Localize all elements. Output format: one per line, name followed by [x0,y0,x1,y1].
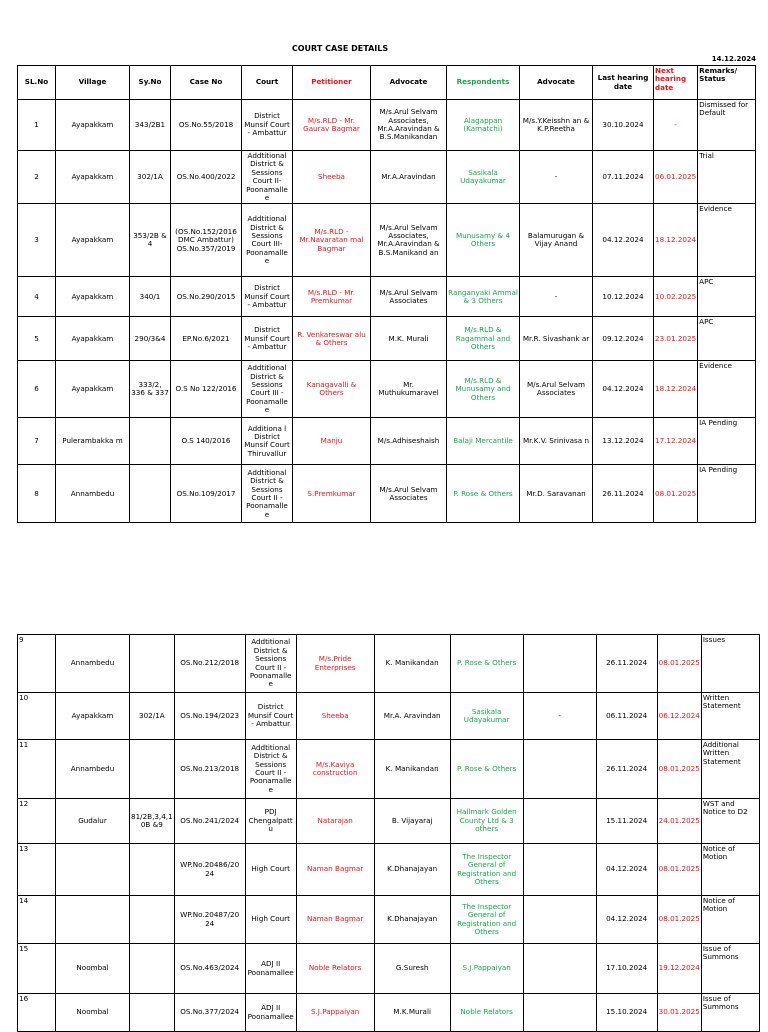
table-row [18,465,756,523]
cell-syno: 340/1 [130,277,171,317]
cell-petitioner: R. Venkareswar alu & Others [293,317,371,361]
cell-next-hearing: 08.01.2025 [654,465,698,523]
cell-last-hearing: 07.11.2024 [593,151,654,204]
cell-sl: 1 [18,100,56,151]
cell-respondents: Ranganyaki Ammal & 3 Others [447,277,520,317]
cell-last-hearing: 15.11.2024 [596,799,657,844]
col-header-court: Court [242,66,293,100]
cell-advocate-2: Mr.R. Sivashank ar [520,317,593,361]
cell-court: Additiona l District Munsif Court Thiruvallur [242,418,293,465]
cell-syno [130,635,175,693]
cell-advocate: Mr.A. Aravindan [374,693,450,740]
cell-respondents: Sasikala Udayakumar [450,693,523,740]
cell-advocate-2: - [520,151,593,204]
table-row [18,844,760,896]
cell-next-hearing: - [654,100,698,151]
cell-last-hearing: 06.11.2024 [596,693,657,740]
cell-village [56,896,130,944]
cell-last-hearing: 30.10.2024 [593,100,654,151]
cell-sl: 15 [18,944,56,994]
cell-next-hearing: 06.01.2025 [654,151,698,204]
cell-respondents: Munusamy & 4 Others [447,204,520,277]
cell-advocate-2 [523,740,596,799]
cell-petitioner: Natarajan [296,799,374,844]
cell-syno: 302/1A [130,151,171,204]
cell-advocate-2: - [523,693,596,740]
cell-syno: 353/2B & 4 [130,204,171,277]
table-row [18,100,756,151]
cell-court: Addtitional District & Sessions Court II-Poonamalle e [242,151,293,204]
col-header-case: Case No [171,66,242,100]
col-header-advocate: Advocate [371,66,447,100]
court-case-table [17,65,756,523]
cell-case-no: OS.No.463/2024 [174,944,245,994]
table-row [18,418,756,465]
cell-petitioner: M/s.RLD - Mr. Premkumar [293,277,371,317]
court-case-table-continued [17,634,760,1032]
cell-case-no: OS.No.213/2018 [174,740,245,799]
cell-advocate-2: Balamurugan & Vijay Anand [520,204,593,277]
table-header-row [18,66,756,100]
table-row [18,693,760,740]
cell-last-hearing: 04.12.2024 [593,204,654,277]
cell-syno [130,465,171,523]
cell-advocate-2 [523,844,596,896]
cell-syno [130,844,175,896]
cell-syno: 333/2, 336 & 337 [130,361,171,418]
cell-remarks: Notice of Motion [701,896,759,944]
cell-case-no: OS.No.377/2024 [174,994,245,1032]
cell-petitioner: Manju [293,418,371,465]
cell-advocate-2: M/s.Arul Selvam Associates [520,361,593,418]
cell-next-hearing: 08.01.2025 [657,740,701,799]
col-header-remarks: Remarks/ Status [698,66,756,100]
cell-advocate: M/s.Arul Selvam Associates, Mr.A.Aravindan & B.S.Manikandan [371,100,447,151]
cell-court: PDJ Chengalpatt u [245,799,296,844]
cell-advocate: K. Manikandan [374,740,450,799]
cell-next-hearing: 18.12.2024 [654,204,698,277]
cell-case-no: OS.No.212/2018 [174,635,245,693]
cell-case-no: OS.No.290/2015 [171,277,242,317]
cell-respondents: Sasikala Udayakumar [447,151,520,204]
cell-respondents: P. Rose & Others [447,465,520,523]
cell-remarks: Issue of Summons [701,994,759,1032]
col-header-advocate-2: Advocate [520,66,593,100]
cell-advocate: G.Suresh [374,944,450,994]
cell-court: Addtitional District & Sessions Court III - Poonamalle e [242,361,293,418]
cell-respondents: S.J.Pappaiyan [450,944,523,994]
cell-syno [130,994,175,1032]
table-row [18,277,756,317]
cell-remarks: Notice of Motion [701,844,759,896]
cell-respondents: The Inspector General of Registration and Others [450,844,523,896]
cell-next-hearing: 10.02.2025 [654,277,698,317]
cell-case-no: OS.No.55/2018 [171,100,242,151]
cell-advocate-2 [523,635,596,693]
cell-petitioner: M/s.Pride Enterprises [296,635,374,693]
cell-petitioner: M/s.Kaviya construction [296,740,374,799]
cell-remarks: WST and Notice to D2 [701,799,759,844]
cell-village: Gudalur [56,799,130,844]
table-row [18,896,760,944]
cell-next-hearing: 19.12.2024 [657,944,701,994]
cell-respondents: M/s.RLD & Munusamy and Others [447,361,520,418]
col-header-petitioner: Petitioner [293,66,371,100]
cell-last-hearing: 04.12.2024 [593,361,654,418]
cell-advocate: M/s.Arul Selvam Associates, Mr.A.Aravindan & B.S.Manikand an [371,204,447,277]
cell-advocate-2 [523,896,596,944]
cell-village: Annambedu [56,635,130,693]
cell-remarks: Additional Written Statement [701,740,759,799]
cell-village: Ayapakkam [56,151,130,204]
cell-petitioner: Naman Bagmar [296,896,374,944]
cell-sl: 14 [18,896,56,944]
cell-court: High Court [245,844,296,896]
cell-remarks: Evidence [698,361,756,418]
col-header-next-hearing: Next hearing date [654,66,698,100]
cell-village: Ayapakkam [56,693,130,740]
cell-advocate: M.K. Murali [371,317,447,361]
cell-respondents: Alagappan (Kamatchi) [447,100,520,151]
cell-last-hearing: 26.11.2024 [593,465,654,523]
cell-last-hearing: 17.10.2024 [596,944,657,994]
col-header-syno: Sy.No [130,66,171,100]
cell-sl: 5 [18,317,56,361]
cell-syno: 302/1A [130,693,175,740]
cell-sl: 2 [18,151,56,204]
table-row [18,151,756,204]
cell-remarks: Trial [698,151,756,204]
cell-case-no: O.S No 122/2016 [171,361,242,418]
cell-court: ADJ II Poonamallee [245,944,296,994]
cell-last-hearing: 09.12.2024 [593,317,654,361]
cell-advocate: K. Manikandan [374,635,450,693]
cell-petitioner: Kanagavalli & Others [293,361,371,418]
table-row [18,204,756,277]
cell-remarks: Evidence [698,204,756,277]
cell-sl: 4 [18,277,56,317]
cell-village [56,844,130,896]
cell-next-hearing: 06.12.2024 [657,693,701,740]
cell-remarks: Issues [701,635,759,693]
cell-remarks: APC [698,317,756,361]
cell-sl: 12 [18,799,56,844]
cell-village: Ayapakkam [56,204,130,277]
cell-village: Ayapakkam [56,277,130,317]
cell-syno: 290/3&4 [130,317,171,361]
cell-sl: 11 [18,740,56,799]
cell-advocate-2: Mr.D. Saravanan [520,465,593,523]
cell-sl: 3 [18,204,56,277]
cell-respondents: The Inspector General of Registration and Others [450,896,523,944]
table-row [18,635,760,693]
cell-court: Addtitional District & Sessions Court II - Poonamalle e [242,465,293,523]
cell-village: Annambedu [56,740,130,799]
table-row [18,740,760,799]
table-row [18,994,760,1032]
cell-advocate: B. Vijayaraj [374,799,450,844]
cell-advocate: Mr. Muthukumaravel [371,361,447,418]
table-row [18,361,756,418]
table-row [18,317,756,361]
cell-last-hearing: 13.12.2024 [593,418,654,465]
cell-village: Ayapakkam [56,100,130,151]
cell-next-hearing: 30.01.2025 [657,994,701,1032]
cell-advocate-2: - [520,277,593,317]
col-header-last-hearing: Last hearing date [593,66,654,100]
cell-case-no: OS.No.241/2024 [174,799,245,844]
cell-sl: 9 [18,635,56,693]
cell-village: Noombal [56,994,130,1032]
cell-advocate-2 [523,994,596,1032]
cell-respondents: P. Rose & Others [450,740,523,799]
col-header-sl: SL.No [18,66,56,100]
cell-next-hearing: 08.01.2025 [657,635,701,693]
cell-last-hearing: 26.11.2024 [596,740,657,799]
table-row [18,799,760,844]
cell-court: High Court [245,896,296,944]
cell-respondents: Balaji Mercantile [447,418,520,465]
cell-case-no: O.S 140/2016 [171,418,242,465]
cell-advocate: M/s.Arul Selvam Associates [371,465,447,523]
cell-petitioner: Sheeba [296,693,374,740]
report-date: 14.12.2024 [711,55,756,63]
cell-syno [130,418,171,465]
cell-advocate: Mr.A.Aravindan [371,151,447,204]
cell-advocate: M/s.Arul Selvam Associates [371,277,447,317]
cell-respondents: Noble Relators [450,994,523,1032]
cell-village: Ayapakkam [56,317,130,361]
cell-court: Addtitional District & Sessions Court III- Poonamalle e [242,204,293,277]
cell-case-no: WP.No.20487/20 24 [174,896,245,944]
cell-next-hearing: 24.01.2025 [657,799,701,844]
cell-remarks: APC [698,277,756,317]
cell-advocate-2: Mr.K.V. Srinivasa n [520,418,593,465]
cell-sl: 16 [18,994,56,1032]
cell-village: Pulerambakka m [56,418,130,465]
cell-court: Addtitional District & Sessions Court II - Poonamalle e [245,740,296,799]
cell-petitioner: S.J.Pappaiyan [296,994,374,1032]
cell-court: ADJ II Poonamallee [245,994,296,1032]
cell-court: District Munsif Court - Ambattur [242,277,293,317]
cell-village: Annambedu [56,465,130,523]
cell-last-hearing: 04.12.2024 [596,896,657,944]
cell-syno: 81/2B,3,4,1 0B &9 [130,799,175,844]
cell-case-no: OS.No.109/2017 [171,465,242,523]
cell-court: District Munsif Court - Ambattur [242,100,293,151]
cell-advocate-2 [523,799,596,844]
cell-syno: 343/2B1 [130,100,171,151]
cell-court: District Munsif Court - Ambattur [242,317,293,361]
cell-advocate: M.K.Murali [374,994,450,1032]
cell-advocate-2 [523,944,596,994]
cell-court: District Munsif Court - Ambattur [245,693,296,740]
cell-petitioner: Sheeba [293,151,371,204]
cell-advocate-2: M/s.Y.Keisshn an & K.P.Reetha [520,100,593,151]
cell-case-no: OS.No.194/2023 [174,693,245,740]
cell-sl: 8 [18,465,56,523]
cell-next-hearing: 08.01.2025 [657,844,701,896]
cell-last-hearing: 15.10.2024 [596,994,657,1032]
cell-advocate: M/s.Adhiseshaish [371,418,447,465]
cell-syno [130,944,175,994]
col-header-village: Village [56,66,130,100]
cell-syno [130,896,175,944]
cell-village: Noombal [56,944,130,994]
cell-next-hearing: 23.01.2025 [654,317,698,361]
cell-sl: 7 [18,418,56,465]
col-header-respondents: Respondents [447,66,520,100]
cell-sl: 10 [18,693,56,740]
cell-petitioner: M/s.RLD - Mr.Navaratan mal Bagmar [293,204,371,277]
cell-remarks: Dismissed for Default [698,100,756,151]
cell-last-hearing: 04.12.2024 [596,844,657,896]
cell-syno [130,740,175,799]
cell-respondents: M/s.RLD & Ragammal and Others [447,317,520,361]
cell-petitioner: S.Premkumar [293,465,371,523]
cell-last-hearing: 26.11.2024 [596,635,657,693]
cell-case-no: WP.No.20486/20 24 [174,844,245,896]
cell-next-hearing: 18.12.2024 [654,361,698,418]
cell-respondents: P. Rose & Others [450,635,523,693]
cell-next-hearing: 17.12.2024 [654,418,698,465]
table-row [18,944,760,994]
cell-case-no: EP.No.6/2021 [171,317,242,361]
cell-next-hearing: 08.01.2025 [657,896,701,944]
cell-remarks: Written Statement [701,693,759,740]
cell-case-no: (OS.No.152/2016 DMC Ambattur) OS.No.357/2019 [171,204,242,277]
cell-village: Ayapakkam [56,361,130,418]
cell-case-no: OS.No.400/2022 [171,151,242,204]
cell-last-hearing: 10.12.2024 [593,277,654,317]
cell-petitioner: Naman Bagmar [296,844,374,896]
cell-remarks: IA Pending [698,465,756,523]
cell-petitioner: M/s.RLD - Mr. Gaurav Bagmar [293,100,371,151]
cell-respondents: Hallmark Golden County Ltd & 3 others [450,799,523,844]
cell-remarks: Issue of Summons [701,944,759,994]
cell-petitioner: Noble Relators [296,944,374,994]
cell-sl: 6 [18,361,56,418]
cell-sl: 13 [18,844,56,896]
cell-advocate: K.Dhanajayan [374,844,450,896]
cell-remarks: IA Pending [698,418,756,465]
page-title: COURT CASE DETAILS [291,44,389,53]
cell-advocate: K.Dhanajayan [374,896,450,944]
cell-court: Addtitional District & Sessions Court II - Poonamalle e [245,635,296,693]
